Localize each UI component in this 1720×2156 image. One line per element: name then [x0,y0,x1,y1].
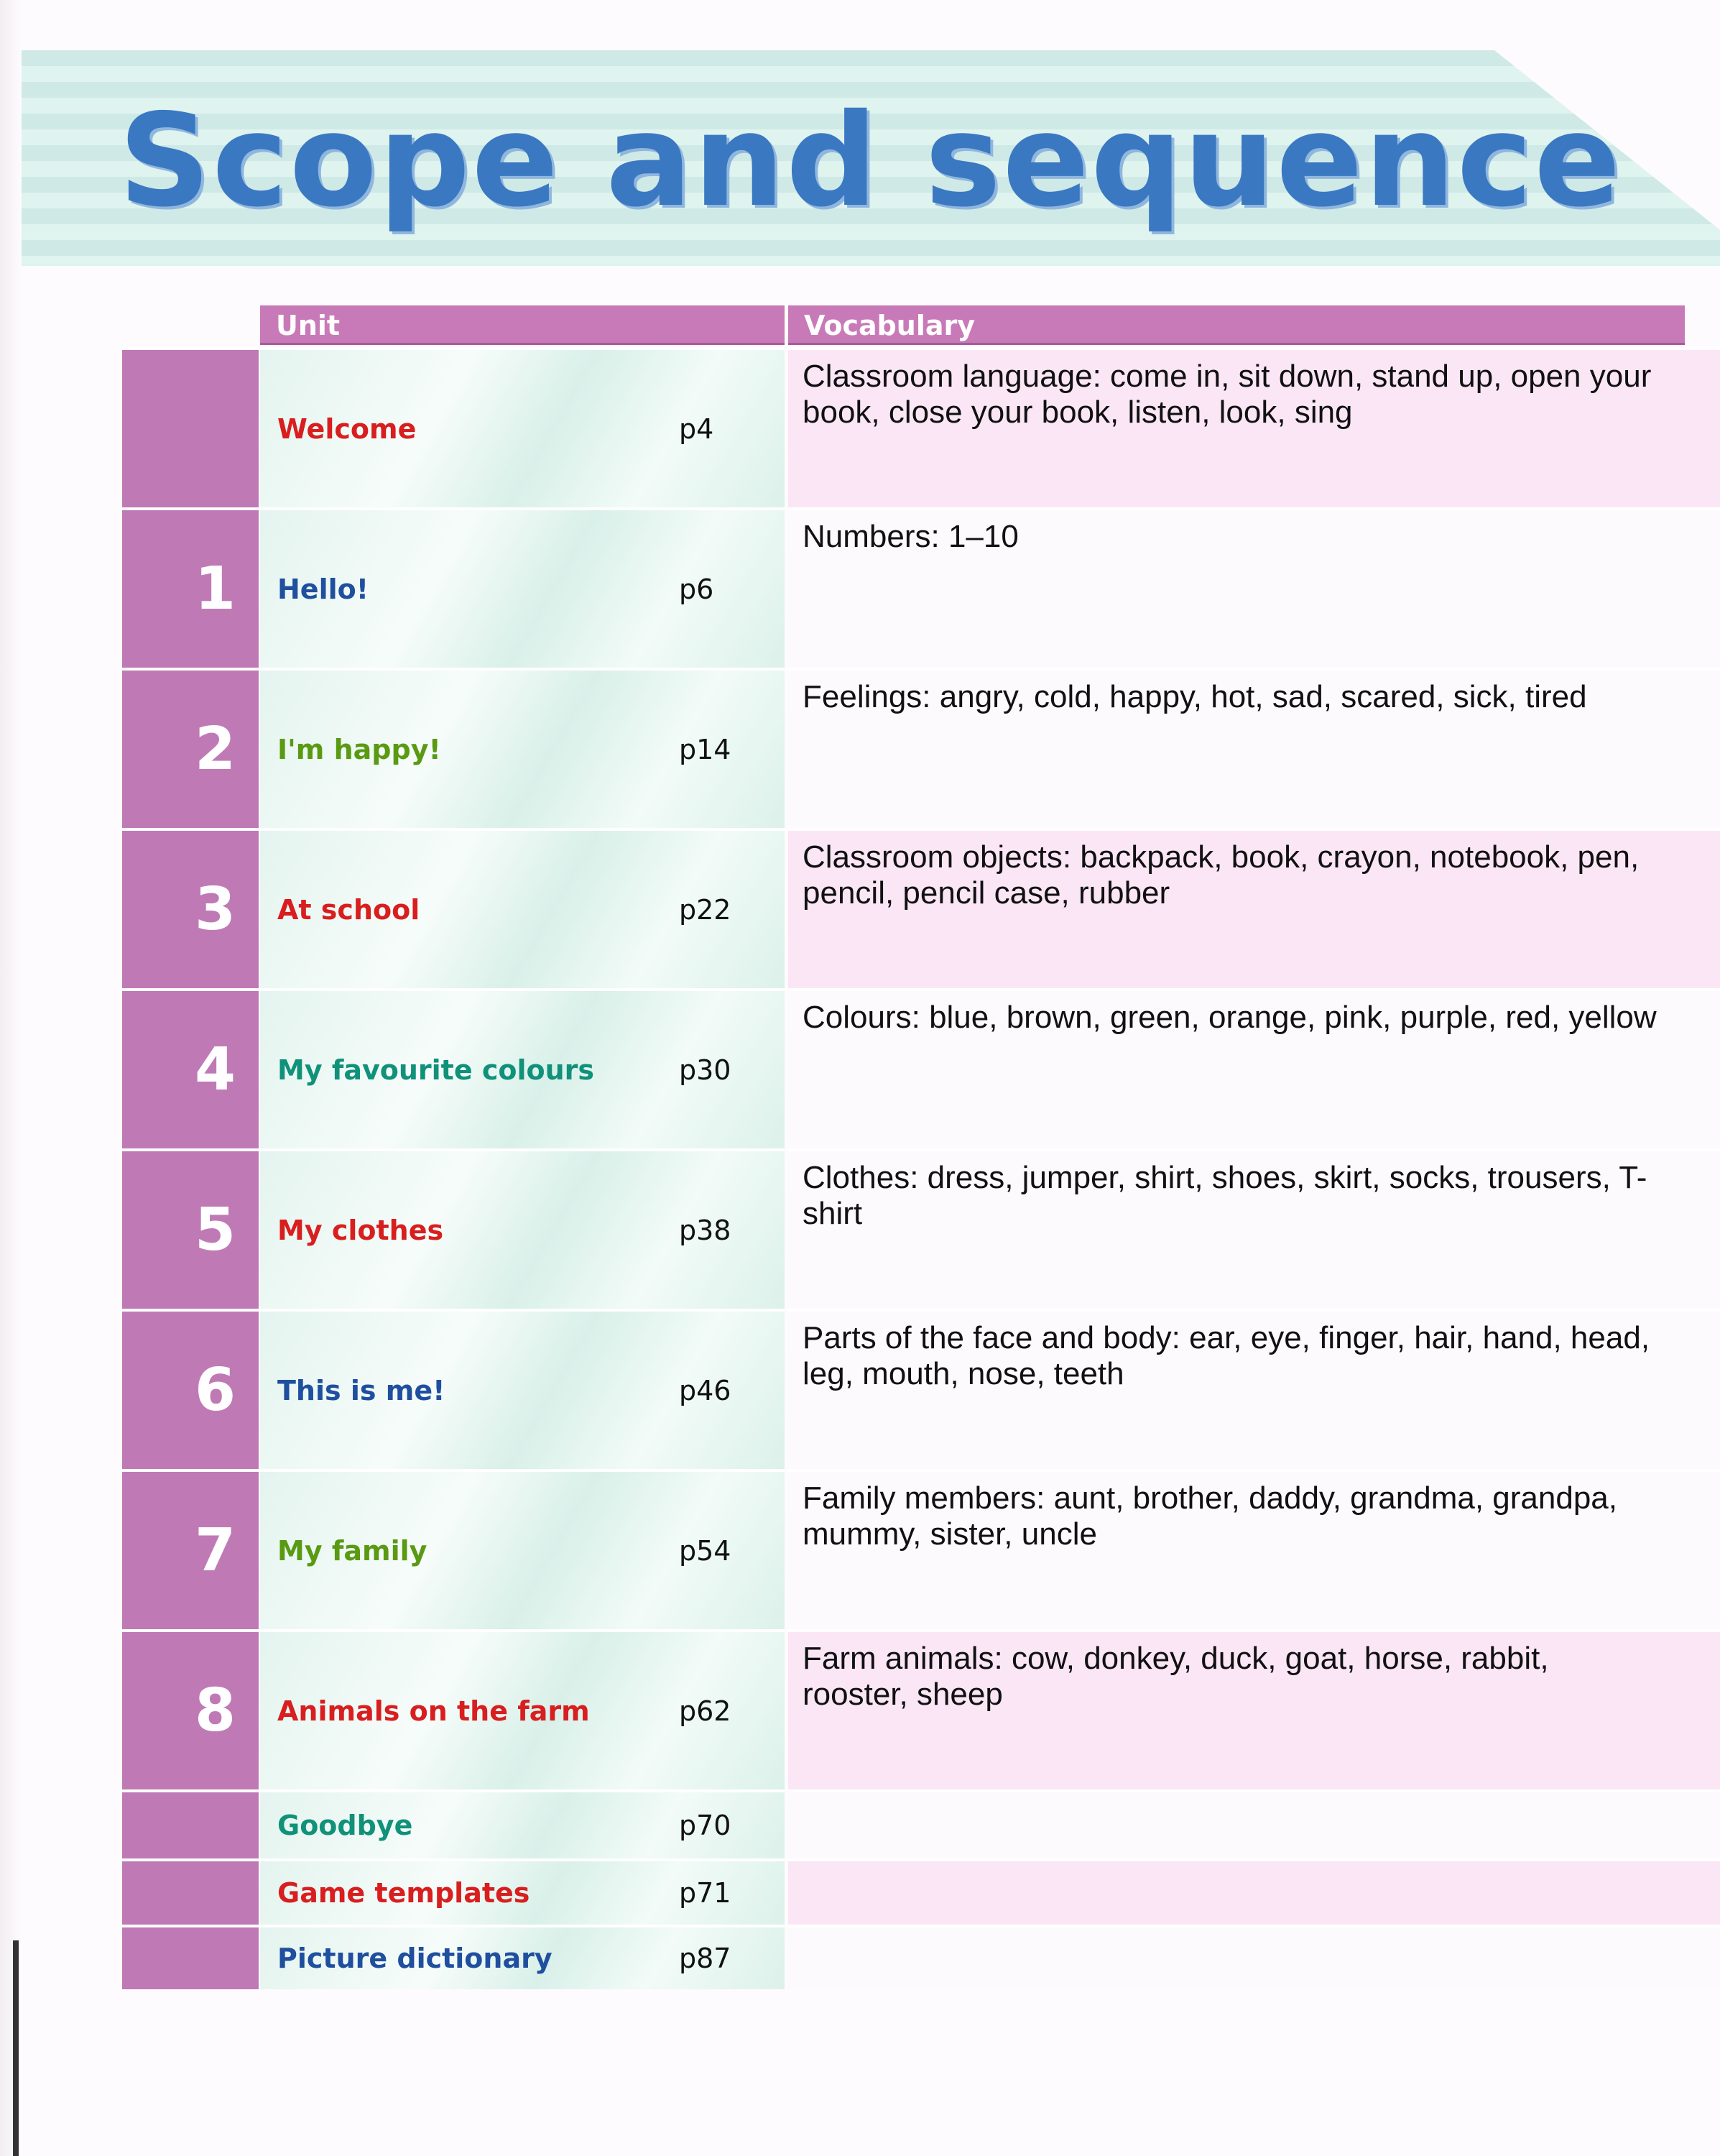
unit-page: p71 [679,1877,731,1909]
vocabulary-cell: Numbers: 1–10 [788,507,1720,668]
unit-cell [260,1789,785,1858]
unit-name: My clothes [277,1214,444,1246]
vocabulary-cell [788,1925,1720,1989]
unit-number [122,1789,259,1858]
unit-page: p4 [679,413,714,445]
vocabulary-cell: Parts of the face and body: ear, eye, finger, hair, hand, head, leg, mouth, nose, teeth [788,1309,1720,1469]
unit-name: At school [277,893,420,926]
unit-page: p54 [679,1534,731,1567]
unit-number: 7 [122,1469,259,1629]
unit-page: p14 [679,733,731,765]
unit-cell [260,988,785,1148]
unit-number: 4 [122,988,259,1148]
unit-number: 2 [122,668,259,828]
unit-cell [260,668,785,828]
unit-name: I'm happy! [277,733,441,765]
vocabulary-cell [788,1858,1720,1925]
vocabulary-cell: Farm animals: cow, donkey, duck, goat, horse, rabbit, rooster, sheep [788,1629,1720,1789]
vocabulary-cell: Classroom language: come in, sit down, stand up, open your book, close your book, listen, look, sing [788,347,1720,507]
unit-number: 5 [122,1148,259,1309]
unit-name: My favourite colours [277,1054,595,1086]
unit-page: p22 [679,893,731,926]
unit-cell [260,1629,785,1789]
unit-number: 8 [122,1629,259,1789]
unit-number: 3 [122,828,259,988]
unit-name: My family [277,1534,427,1567]
vocabulary-cell: Colours: blue, brown, green, orange, pink, purple, red, yellow [788,988,1720,1148]
unit-cell [260,347,785,507]
unit-cell [260,1148,785,1309]
unit-name: Hello! [277,573,369,605]
unit-cell [260,1925,785,1989]
unit-cell [260,828,785,988]
unit-page: p30 [679,1054,731,1086]
page-edge [13,1940,19,2156]
unit-name: Animals on the farm [277,1695,590,1727]
unit-page: p87 [679,1943,731,1974]
vocabulary-cell: Classroom objects: backpack, book, crayon, notebook, pen, pencil, pencil case, rubber [788,828,1720,988]
vocabulary-cell [788,1789,1720,1858]
unit-page: p6 [679,573,714,605]
unit-name: This is me! [277,1374,445,1406]
unit-cell [260,507,785,668]
unit-name: Welcome [277,413,417,445]
unit-number [122,1925,259,1989]
header-unit: Unit [260,305,785,345]
unit-name: Goodbye [277,1810,413,1841]
unit-number: 1 [122,507,259,668]
unit-number [122,347,259,507]
page-spine [0,0,22,2156]
unit-page: p38 [679,1214,731,1246]
unit-page: p46 [679,1374,731,1406]
vocabulary-cell: Family members: aunt, brother, daddy, grandma, grandpa, mummy, sister, uncle [788,1469,1720,1629]
page-title: Scope and sequence [119,86,1622,235]
vocabulary-cell: Clothes: dress, jumper, shirt, shoes, skirt, socks, trousers, T-shirt [788,1148,1720,1309]
header-vocabulary: Vocabulary [788,305,1685,345]
unit-name: Game templates [277,1877,530,1909]
unit-cell [260,1858,785,1925]
unit-number [122,1858,259,1925]
unit-page: p70 [679,1810,731,1841]
unit-cell [260,1309,785,1469]
unit-number: 6 [122,1309,259,1469]
unit-name: Picture dictionary [277,1943,552,1974]
unit-cell [260,1469,785,1629]
vocabulary-cell: Feelings: angry, cold, happy, hot, sad, scared, sick, tired [788,668,1720,828]
unit-page: p62 [679,1695,731,1727]
